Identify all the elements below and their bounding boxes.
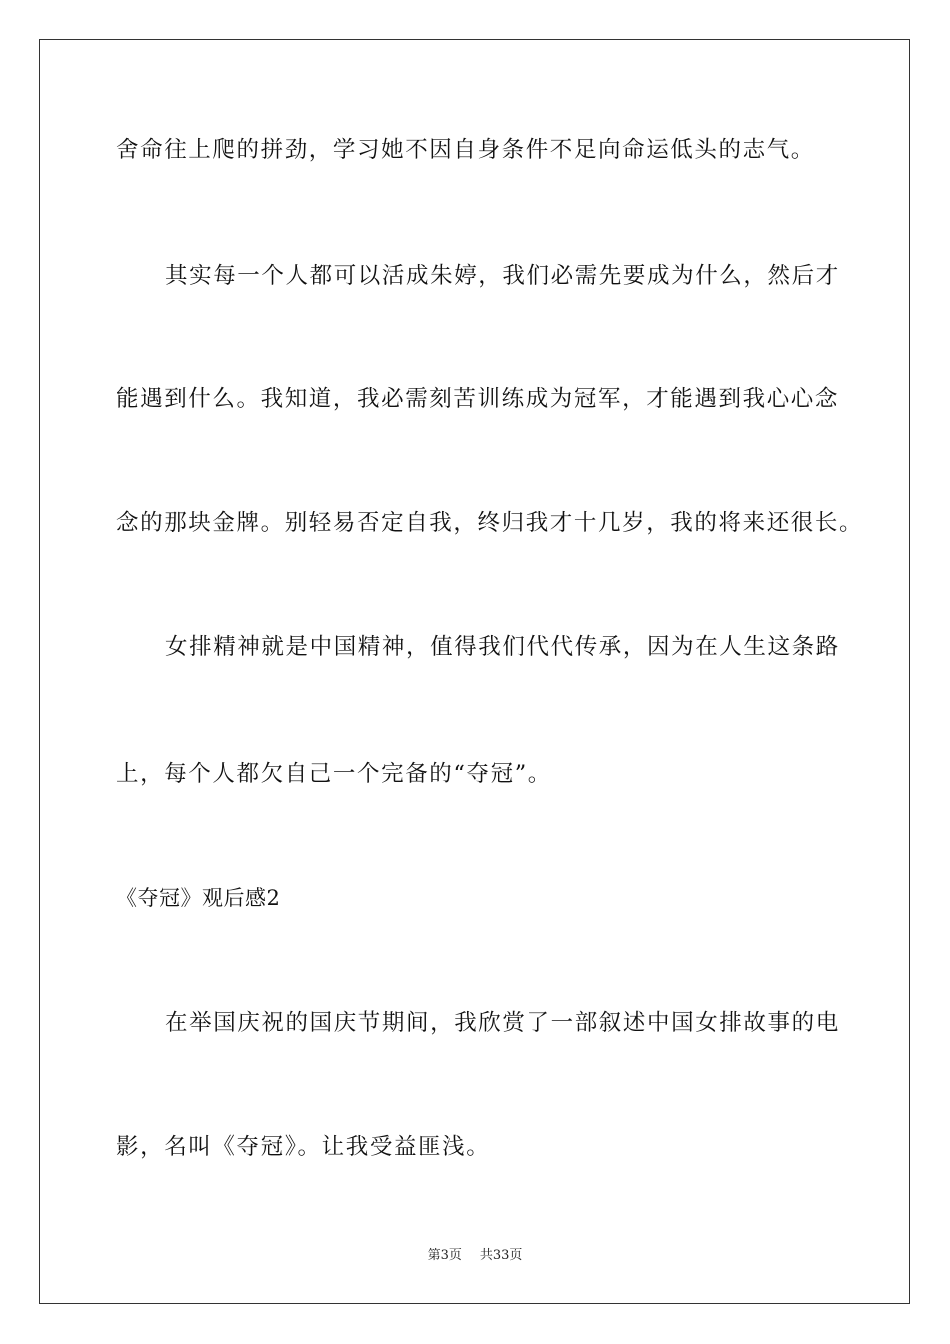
paragraph-line: 舍命往上爬的拼劲，学习她不因自身条件不足向命运低头的志气。 — [116, 137, 815, 163]
paragraph-line: 女排精神就是中国精神，值得我们代代传承，因为在人生这条路 — [165, 634, 840, 660]
paragraph-line: 能遇到什么。我知道，我必需刻苦训练成为冠军，才能遇到我心心念 — [116, 386, 840, 412]
paragraph-line: 在举国庆祝的国庆节期间，我欣赏了一部叙述中国女排故事的电 — [165, 1010, 840, 1036]
page-footer — [0, 1247, 950, 1265]
paragraph-line: 影，名叫《夺冠》。让我受益匪浅。 — [116, 1134, 491, 1160]
section-heading: 《夺冠》观后感2 — [116, 886, 281, 910]
paragraph-line: 上，每个人都欠自己一个完备的“夺冠”。 — [116, 761, 552, 787]
page-number: 第3页 — [427, 1248, 462, 1263]
page-border — [39, 39, 910, 1304]
paragraph-line: 念的那块金牌。别轻易否定自我，终归我才十几岁，我的将来还很长。 — [116, 510, 864, 536]
page-total: 共33页 — [479, 1248, 523, 1263]
paragraph-line: 其实每一个人都可以活成朱婷，我们必需先要成为什么，然后才 — [165, 263, 840, 289]
